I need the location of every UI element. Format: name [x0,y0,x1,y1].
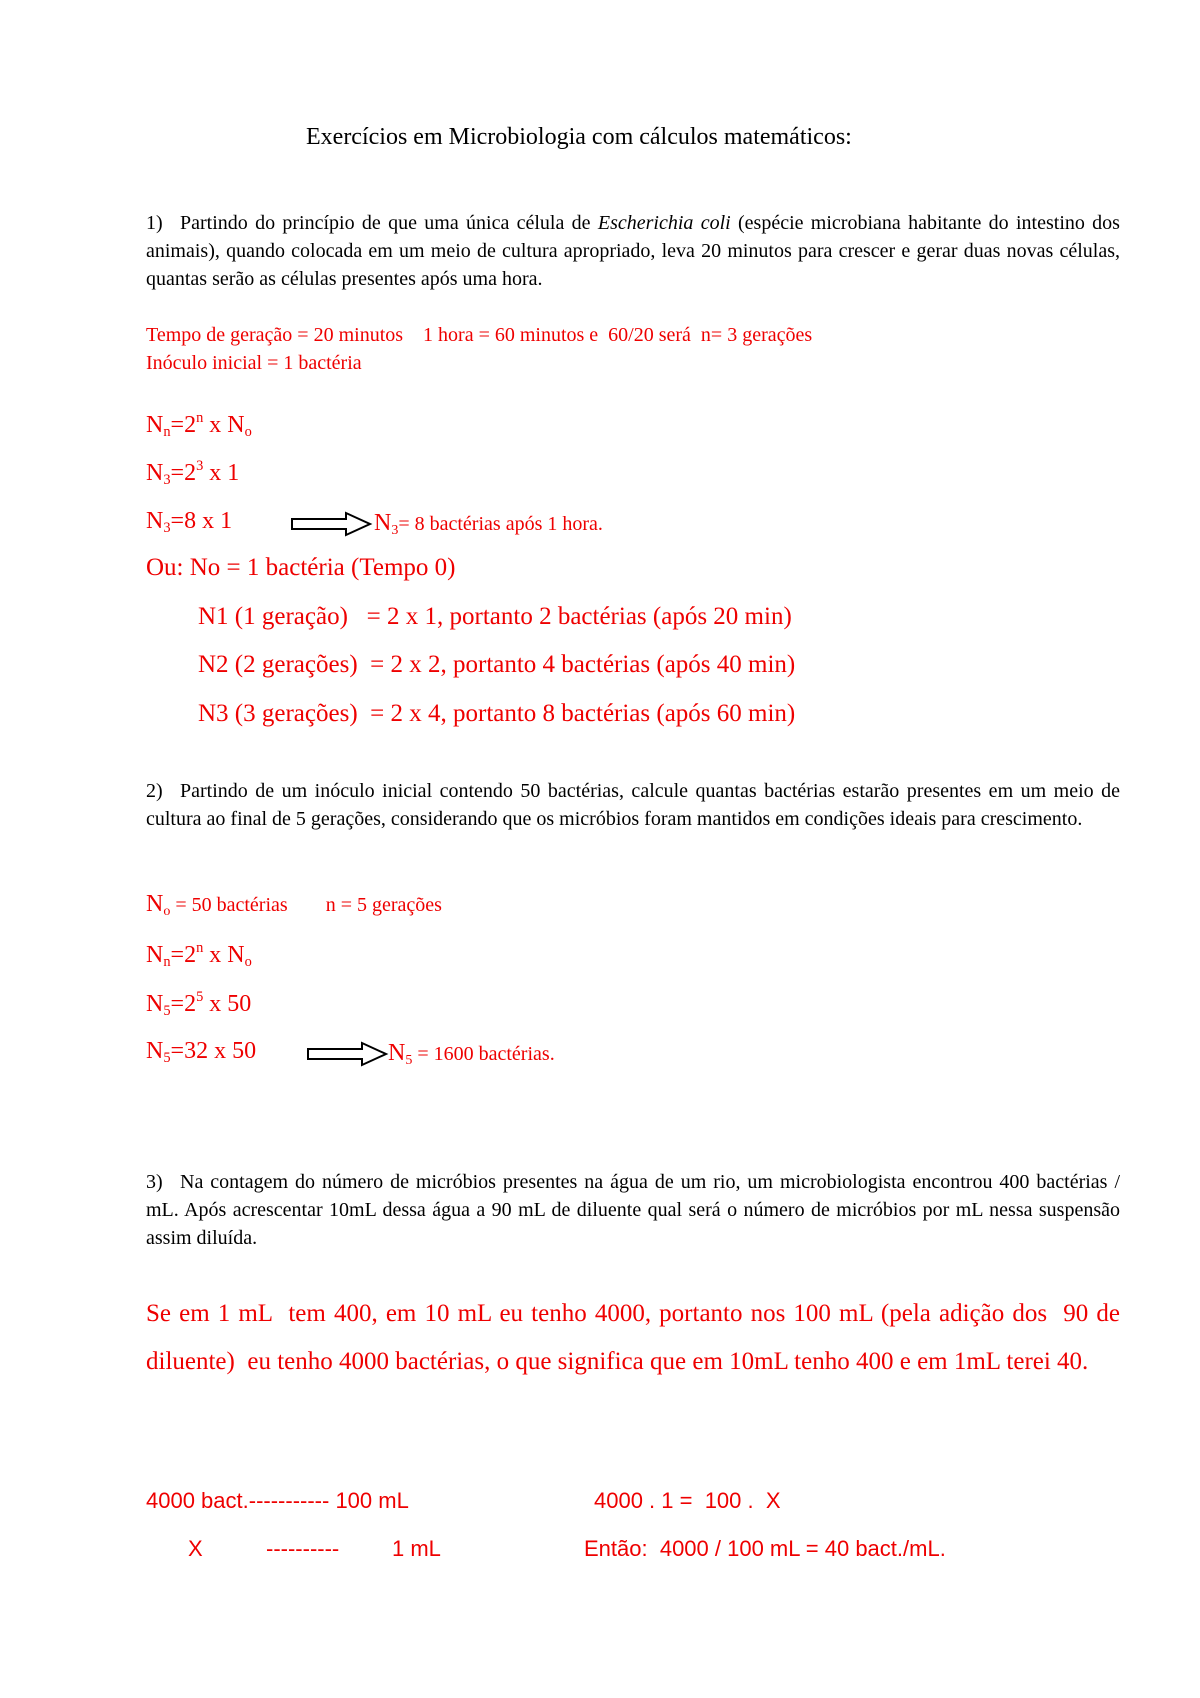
q1-formula-general: $N_n=2^n$ x $N_o$ [146,410,252,440]
question-2 [146,777,1120,833]
arrow-icon [306,1041,390,1067]
q1-alt-line-3: N3 (3 gerações) = 2 x 4, portanto 8 bactérias (após 60 min) [198,700,796,727]
question-text: Na contagem do número de micróbios presentes na água de um rio, um microbiologista encontrou 400 bactérias / mL. Após acrescentar 10mL dessa água a 90 mL de diluente qual será o número de micróbios por mL nessa suspensão assim diluída. [146,1171,1120,1249]
question-number: 3) [146,1171,163,1193]
q3-proportion-row-1-right: 4000 . 1 = 100 . X [594,1488,781,1513]
q2-formula-general: $N_n=2^n$ x $N_o$ [146,940,252,970]
q1-result: $N_3= 8$ bactérias após 1 hora. [374,510,603,538]
q1-given-line1: Tempo de geração = 20 minutos 1 hora = 60 minutos e 60/20 será n= 3 gerações [146,324,813,346]
question-text: Partindo de um inóculo inicial contendo 50 bactérias, calcule quantas bactérias estarão presentes em um meio de cultura ao final de 5 gerações, considerando que os micróbios foram mantidos em condições ideais para crescimento. [146,780,1120,830]
q1-formula-substituted: $N_3=2^3$ x 1 [146,458,240,488]
q1-alt-line-2: N2 (2 gerações) = 2 x 2, portanto 4 bactérias (após 40 min) [198,651,796,678]
q1-formula-computed: $N_3=8$ x 1 [146,508,233,536]
question-1 [146,209,1120,293]
page-title: Exercícios em Microbiologia com cálculos matemáticos: [306,124,852,150]
q3-proportion-row-2-dashes: ---------- [266,1536,340,1561]
q3-proportion-row-1-left: 4000 bact.----------- 100 mL [146,1488,409,1513]
q2-given: $N_o = 50$ bactérias n = 5 gerações [146,891,442,919]
q1-given-line2: Inóculo inicial = 1 bactéria [146,352,362,374]
question-number: 2) [146,780,163,802]
q1-alt-title: Ou: No = 1 bactéria (Tempo 0) [146,554,456,581]
q3-proportion-row-2-x: X [188,1536,203,1561]
q2-formula-substituted: $N_5=2^5$ x 50 [146,989,252,1019]
q1-alt-line-1: N1 (1 geração) = 2 x 1, portanto 2 bactérias (após 20 min) [198,603,792,630]
q2-formula-computed: $N_5=32$ x 50 [146,1038,257,1066]
q3-proportion-row-2-right: Então: 4000 / 100 mL = 40 bact./mL. [584,1536,946,1561]
question-text-cont: (espécie microbiana habitante do intestino dos animais), quando colocada em um meio de cultura apropriado, leva 20 minutos para crescer e gerar duas novas células, quantas serão as células presentes após uma hora. [146,212,1120,290]
arrow-icon [290,511,374,537]
species-name: Escherichia coli [597,212,731,234]
question-3 [146,1168,1120,1252]
q3-answer: Se em 1 mL tem 400, em 10 mL eu tenho 4000, portanto nos 100 mL (pela adição dos 90 de diluente) eu tenho 4000 bactérias, o que significa que em 10mL tenho 400 e em 1mL terei 40. [146,1300,1127,1375]
question-text: Partindo do princípio de que uma única célula de [180,212,598,234]
q2-result: $N_5 = 1600$ bactérias. [388,1040,555,1068]
q3-proportion-row-2-ml: 1 mL [392,1536,441,1561]
question-number: 1) [146,212,163,234]
